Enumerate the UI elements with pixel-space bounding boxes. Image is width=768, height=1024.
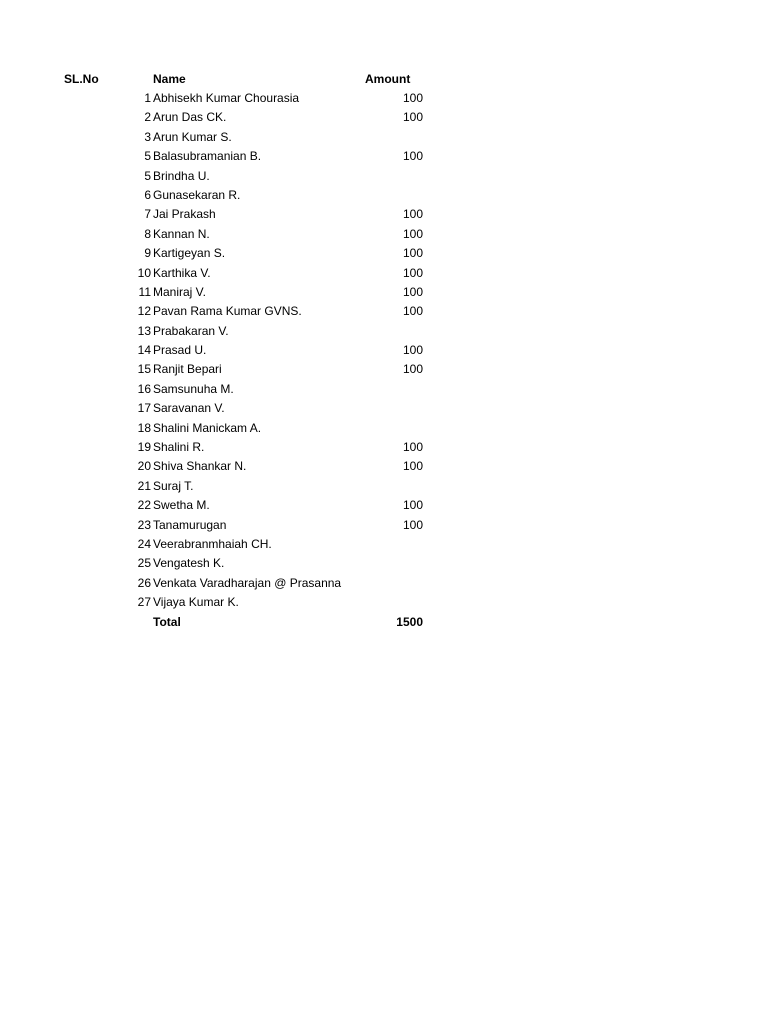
- table-row: [0, 89, 768, 108]
- row-name: Brindha U.: [153, 168, 210, 183]
- row-name: Arun Das CK.: [153, 110, 227, 125]
- row-slno: 17: [137, 401, 151, 416]
- row-name: Veerabranmhaiah CH.: [153, 536, 272, 551]
- row-name: Prabakaran V.: [153, 323, 229, 338]
- table-row: [0, 283, 768, 302]
- row-slno: 18: [137, 420, 151, 435]
- header-slno: SL.No: [64, 72, 99, 86]
- row-name: Suraj T.: [153, 478, 194, 493]
- table-row: [0, 535, 768, 554]
- row-slno: 2: [144, 110, 151, 125]
- table-row: [0, 186, 768, 205]
- table-row: [0, 244, 768, 263]
- row-slno: 10: [137, 265, 151, 280]
- table-row: [0, 128, 768, 147]
- row-amount: 100: [402, 362, 423, 377]
- row-slno: 5: [144, 168, 151, 183]
- row-slno: 11: [138, 284, 151, 299]
- table-row: [0, 574, 768, 593]
- table-row: [0, 147, 768, 166]
- row-slno: 12: [137, 304, 151, 319]
- header-amount: Amount: [365, 72, 411, 86]
- row-name: Abhisekh Kumar Chourasia: [153, 91, 300, 105]
- row-name: Tanamurugan: [153, 517, 227, 532]
- table-row: [0, 341, 768, 360]
- row-amount: 100: [402, 265, 423, 280]
- table-row: [0, 380, 768, 399]
- row-slno: 16: [137, 381, 151, 396]
- row-name: Kannan N.: [153, 226, 210, 241]
- row-amount: 100: [402, 246, 423, 261]
- row-slno: 14: [137, 343, 151, 358]
- row-slno: 23: [137, 517, 151, 532]
- header-name: Name: [153, 72, 186, 86]
- row-name: Balasubramanian B.: [153, 149, 262, 164]
- row-name: Gunasekaran R.: [153, 187, 241, 202]
- total-value: 1500: [396, 615, 423, 629]
- row-slno: 9: [144, 246, 151, 261]
- row-slno: 15: [137, 362, 151, 377]
- row-slno: 19: [137, 440, 151, 455]
- row-slno: 6: [144, 187, 151, 202]
- table-body: [0, 89, 768, 613]
- total-row: [0, 612, 768, 632]
- row-slno: 13: [137, 323, 151, 338]
- row-amount: 100: [402, 207, 423, 222]
- row-name: Ranjit Bepari: [153, 362, 222, 377]
- row-name: Shiva Shankar N.: [153, 459, 247, 474]
- row-amount: 100: [402, 498, 423, 513]
- row-amount: 100: [402, 284, 423, 299]
- table-row: [0, 419, 768, 438]
- row-name: Samsunuha M.: [153, 381, 234, 396]
- table-row: [0, 225, 768, 244]
- row-name: Shalini Manickam A.: [153, 420, 262, 435]
- row-name: Saravanan V.: [153, 401, 225, 416]
- table-row: [0, 264, 768, 283]
- row-slno: 1: [144, 91, 151, 105]
- row-name: Maniraj V.: [153, 284, 206, 299]
- total-label: Total: [153, 615, 181, 629]
- row-name: Jai Prakash: [153, 207, 216, 222]
- row-name: Prasad U.: [153, 343, 207, 358]
- row-slno: 20: [137, 459, 151, 474]
- table-row: [0, 496, 768, 515]
- row-amount: 100: [402, 91, 423, 105]
- table-row: [0, 399, 768, 418]
- row-name: Karthika V.: [153, 265, 211, 280]
- row-name: Vijaya Kumar K.: [153, 595, 239, 610]
- row-name: Venkata Varadharajan @ Prasanna: [153, 575, 342, 590]
- row-slno: 21: [137, 478, 151, 493]
- table-row: [0, 593, 768, 612]
- table-row: [0, 322, 768, 341]
- row-amount: 100: [402, 517, 423, 532]
- row-amount: 100: [402, 343, 423, 358]
- table-row: [0, 457, 768, 476]
- row-name: Shalini R.: [153, 440, 205, 455]
- row-name: Swetha M.: [153, 498, 210, 513]
- row-name: Kartigeyan S.: [153, 246, 226, 261]
- row-amount: 100: [402, 459, 423, 474]
- row-amount: 100: [402, 440, 423, 455]
- table-row: [0, 516, 768, 535]
- row-name: Vengatesh K.: [153, 556, 225, 571]
- row-slno: 26: [137, 575, 151, 590]
- row-amount: 100: [402, 110, 423, 125]
- row-name: Pavan Rama Kumar GVNS.: [153, 304, 302, 319]
- table-row: [0, 360, 768, 379]
- row-slno: 22: [137, 498, 151, 513]
- row-amount: 100: [402, 304, 423, 319]
- row-amount: 100: [402, 149, 423, 164]
- table-header: [0, 70, 768, 89]
- table-row: [0, 554, 768, 573]
- row-slno: 25: [137, 556, 151, 571]
- table-row: [0, 477, 768, 496]
- row-slno: 3: [144, 129, 151, 144]
- table-row: [0, 438, 768, 457]
- table-row: [0, 302, 768, 321]
- row-slno: 5: [144, 149, 151, 164]
- table-row: [0, 167, 768, 186]
- row-slno: 27: [137, 595, 151, 610]
- table-row: [0, 205, 768, 224]
- row-slno: 7: [144, 207, 151, 222]
- row-amount: 100: [402, 226, 423, 241]
- table-row: [0, 108, 768, 127]
- row-name: Arun Kumar S.: [153, 129, 232, 144]
- row-slno: 8: [144, 226, 151, 241]
- row-slno: 24: [137, 536, 151, 551]
